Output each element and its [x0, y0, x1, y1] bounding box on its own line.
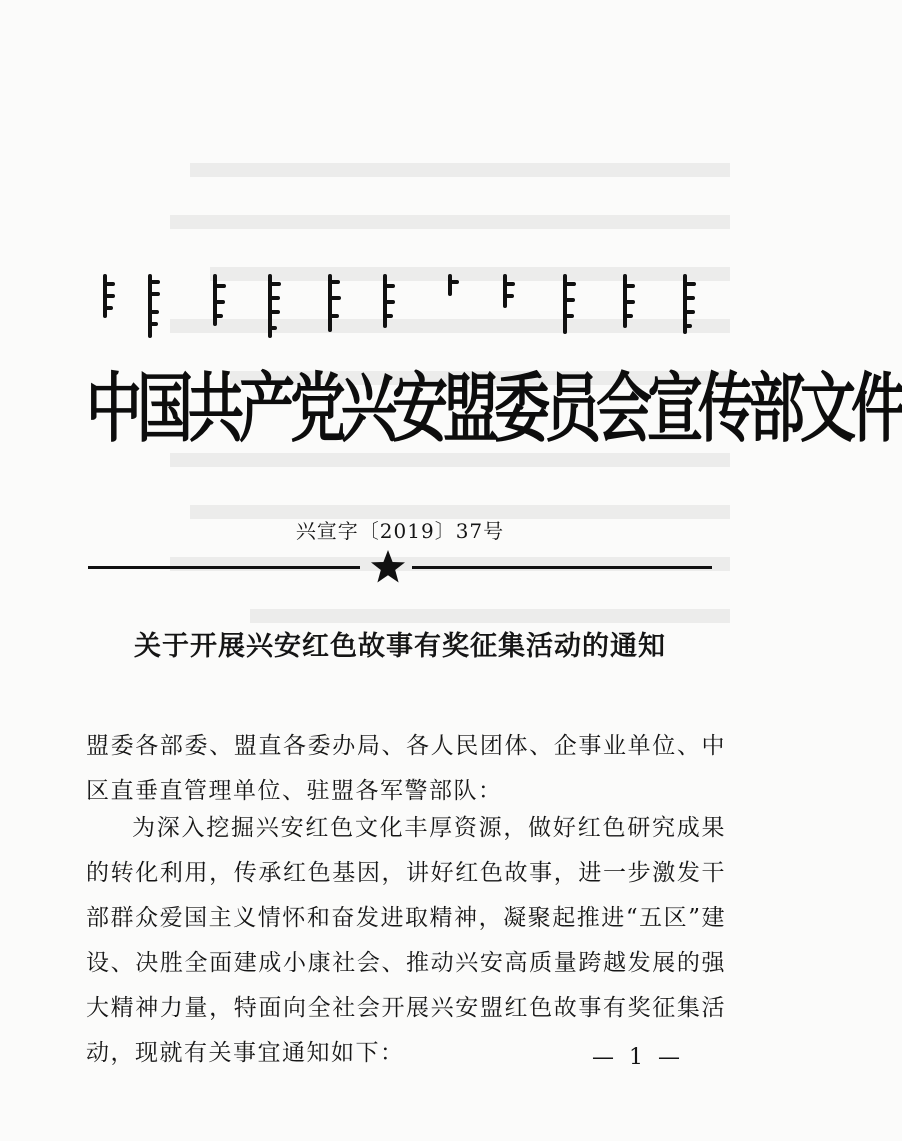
addressee: 盟委各部委、盟直各委办局、各人民团体、企事业单位、中区直垂直管理单位、驻盟各军警部队： — [86, 733, 726, 804]
mongolian-script-graphic — [95, 272, 715, 342]
header-rule-left — [88, 566, 360, 569]
header-rule-right — [412, 566, 712, 569]
page-number: — 1 — — [592, 1045, 684, 1070]
document-number: 兴宣字〔2019〕37号 — [295, 519, 505, 543]
body-paragraph: 为深入挖掘兴安红色文化丰厚资源，做好红色研究成果的转化利用，传承红色基因，讲好红色故事，进一步激发干部群众爱国主义情怀和奋发进取精神，凝聚起推进“五区”建设、决胜全面建成小康社会、推动兴安高质量跨越发展的强大精神力量，特面向全社会开展兴安盟红色故事有奖征集活动，现就有关事宜通知如下： — [86, 815, 726, 1066]
notice-title: 关于开展兴安红色故事有奖征集活动的通知 — [134, 631, 666, 662]
star-icon — [370, 549, 406, 585]
mongolian-header-script — [95, 272, 715, 342]
issuer-title: 中国共产党兴安盟委员会宣传部文件 — [86, 365, 902, 454]
